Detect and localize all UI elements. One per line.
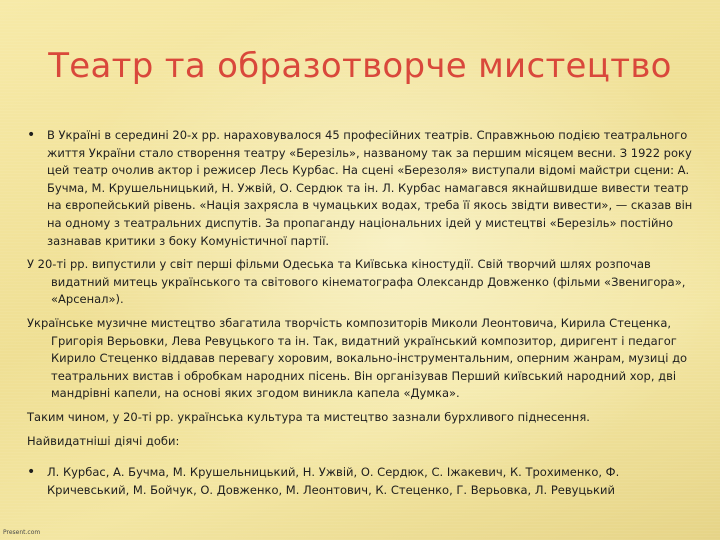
paragraph-text: Л. Курбас, А. Бучма, М. Крушельницький, Н. Ужвій, О. Сердюк, С. Іжакевич, К. Трохименко, Ф. Кричевський, М. Бойчук, О. Довженко, М. Леонтович, К. Стеценко, Г. Верьовка, Л. Ревуцький [47, 465, 620, 497]
slide-content [27, 127, 697, 499]
bullet-icon: • [27, 464, 36, 481]
paragraph-figures-heading: Найвидатніші діячі доби: [27, 433, 180, 448]
bullet-icon: • [27, 127, 36, 143]
watermark: Present.com [3, 529, 41, 536]
bullet-paragraph-figures [27, 464, 697, 499]
paragraph-cinema: У 20-ті рр. випустили у світ перші фільми Одеська та Київська кіностудії. Свій творчий шлях розпочав видатний митець українського та світового кінематографа Олександр Довженко (фільми «Звенигора», «Арсенал»). [27, 257, 686, 307]
bullet-paragraph-theatre [27, 127, 697, 250]
paragraph-conclusion: Таким чином, у 20-ті рр. українська культура та мистецтво зазнали бурхливого піднесення. [27, 409, 590, 424]
slide-title: Театр та образотворче мистецтво [48, 46, 672, 86]
paragraph-text: В Україні в середині 20-х рр. нараховувалося 45 професійних театрів. Справжньою подією театрального життя України стало створення театру «Березіль», названому так за першим місяцем весни. З 1922 року цей театр очолив актор і режисер Лесь Курбас. На сцені «Березоля» виступали відомі майстри сцени: А. Бучма, М. Крушельницький, Н. Ужвій, О. Сердюк та ін. Л. Курбас намагався якнайшвидше вивести театр на європейський рівень. «Нація захрясла в чумацьких водах, треба її якось звідти вивести», — сказав він на одному з театральних диспутів. За пропаганду національних ідей у мистецтві «Березіль» постійно зазнавав критики з боку Комуністичної партії. [47, 128, 693, 248]
paragraph-music: Українське музичне мистецтво збагатила творчість композиторів Миколи Леонтовича, Кирила Стеценка, Григорія Верьовки, Лева Ревуцького та ін. Так, видатний український композитор, диригент і педагог Кирило Стеценко віддавав перевагу хоровим, вокально-інструментальним, оперним жанрам, музиці до театральних вистав і обробкам народних пісень. Він організував Перший київський народний хор, дві мандрівні капели, на основі яких згодом виникла капела «Думка». [27, 315, 688, 401]
